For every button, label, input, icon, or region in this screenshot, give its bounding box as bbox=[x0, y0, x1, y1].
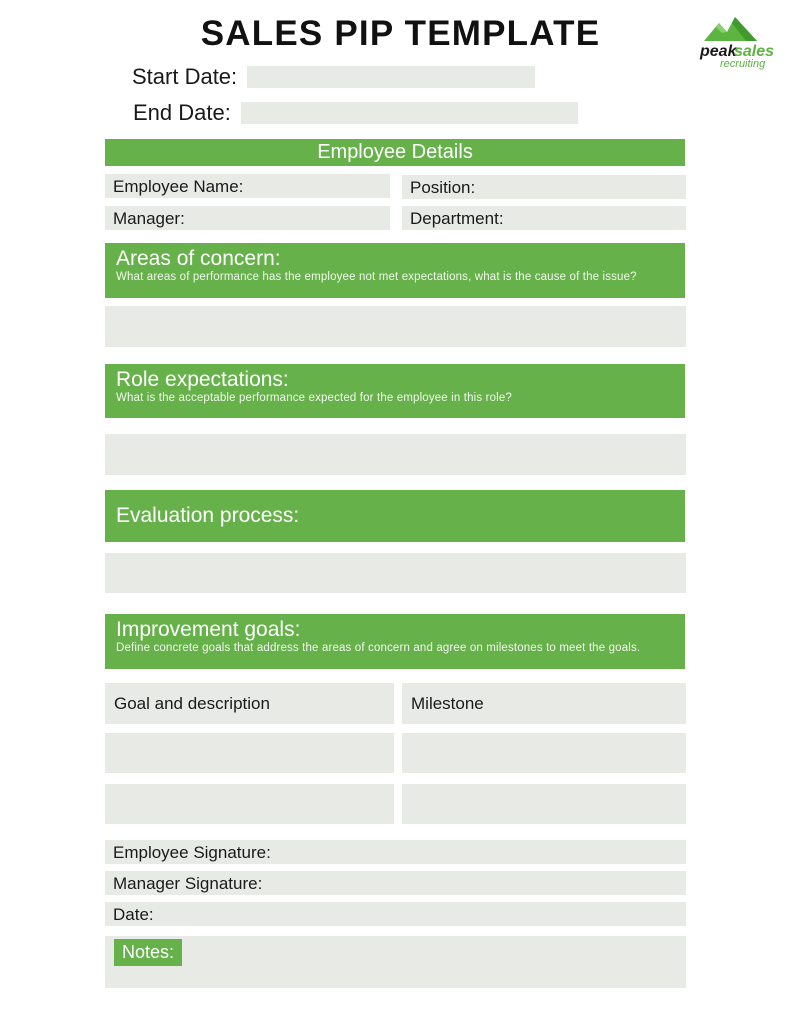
start-date-label: Start Date: bbox=[132, 64, 238, 89]
manager-field[interactable] bbox=[105, 206, 390, 230]
end-date-label: End Date: bbox=[133, 100, 231, 125]
areas-of-concern-header bbox=[105, 243, 685, 298]
role-expectations-subtitle: What is the acceptable performance expected for the employee in this role? bbox=[116, 392, 512, 405]
evaluation-process-answer-box[interactable] bbox=[105, 553, 686, 593]
role-expectations-header bbox=[105, 364, 685, 418]
employee-signature-label: Employee Signature: bbox=[113, 842, 271, 862]
signature-date-label: Date: bbox=[113, 904, 154, 924]
position-field[interactable] bbox=[402, 175, 686, 199]
improvement-goals-title: Improvement goals: bbox=[116, 618, 301, 641]
department-field[interactable] bbox=[402, 206, 686, 230]
employee-name-label: Employee Name: bbox=[113, 176, 244, 196]
logo-word-sales: sales bbox=[734, 43, 775, 60]
table-row-milestone-2[interactable] bbox=[402, 784, 686, 824]
notes-box[interactable] bbox=[105, 936, 686, 988]
employee-details-header bbox=[105, 139, 685, 166]
goals-table-header-goal bbox=[105, 683, 394, 724]
table-row-goal-1[interactable] bbox=[105, 733, 394, 773]
position-label: Position: bbox=[410, 177, 476, 197]
manager-label: Manager: bbox=[113, 208, 185, 228]
start-date-row bbox=[132, 64, 535, 90]
notes-label: Notes: bbox=[114, 939, 182, 966]
peaksales-logo bbox=[694, 14, 780, 70]
logo-tagline: recruiting bbox=[720, 58, 766, 70]
table-row-milestone-1[interactable] bbox=[402, 733, 686, 773]
goals-table-header-milestone-label: Milestone bbox=[411, 693, 484, 713]
end-date-row bbox=[133, 100, 578, 126]
end-date-input[interactable] bbox=[241, 102, 578, 124]
evaluation-process-title: Evaluation process: bbox=[116, 503, 300, 527]
improvement-goals-header bbox=[105, 614, 685, 669]
role-expectations-answer-box[interactable] bbox=[105, 434, 686, 475]
logo-word-peak: peak bbox=[700, 43, 737, 60]
evaluation-process-header bbox=[105, 490, 685, 542]
areas-of-concern-answer-box[interactable] bbox=[105, 306, 686, 347]
manager-signature-field[interactable] bbox=[105, 871, 686, 895]
page-title: SALES PIP TEMPLATE bbox=[200, 14, 601, 53]
signature-date-field[interactable] bbox=[105, 902, 686, 926]
employee-name-field[interactable] bbox=[105, 174, 390, 198]
department-label: Department: bbox=[410, 208, 504, 228]
employee-details-title: Employee Details bbox=[317, 141, 473, 163]
goals-table-header-goal-label: Goal and description bbox=[114, 693, 270, 713]
manager-signature-label: Manager Signature: bbox=[113, 873, 263, 893]
areas-of-concern-title: Areas of concern: bbox=[116, 247, 281, 270]
improvement-goals-subtitle: Define concrete goals that address the areas of concern and agree on milestones to meet the goals. bbox=[116, 642, 641, 655]
mountain-peak-icon bbox=[704, 17, 757, 41]
goals-table-header-milestone bbox=[402, 683, 686, 724]
start-date-input[interactable] bbox=[247, 66, 535, 88]
employee-signature-field[interactable] bbox=[105, 840, 686, 864]
table-row-goal-2[interactable] bbox=[105, 784, 394, 824]
areas-of-concern-subtitle: What areas of performance has the employee not met expectations, what is the cause of the issue? bbox=[116, 271, 637, 284]
role-expectations-title: Role expectations: bbox=[116, 368, 289, 391]
